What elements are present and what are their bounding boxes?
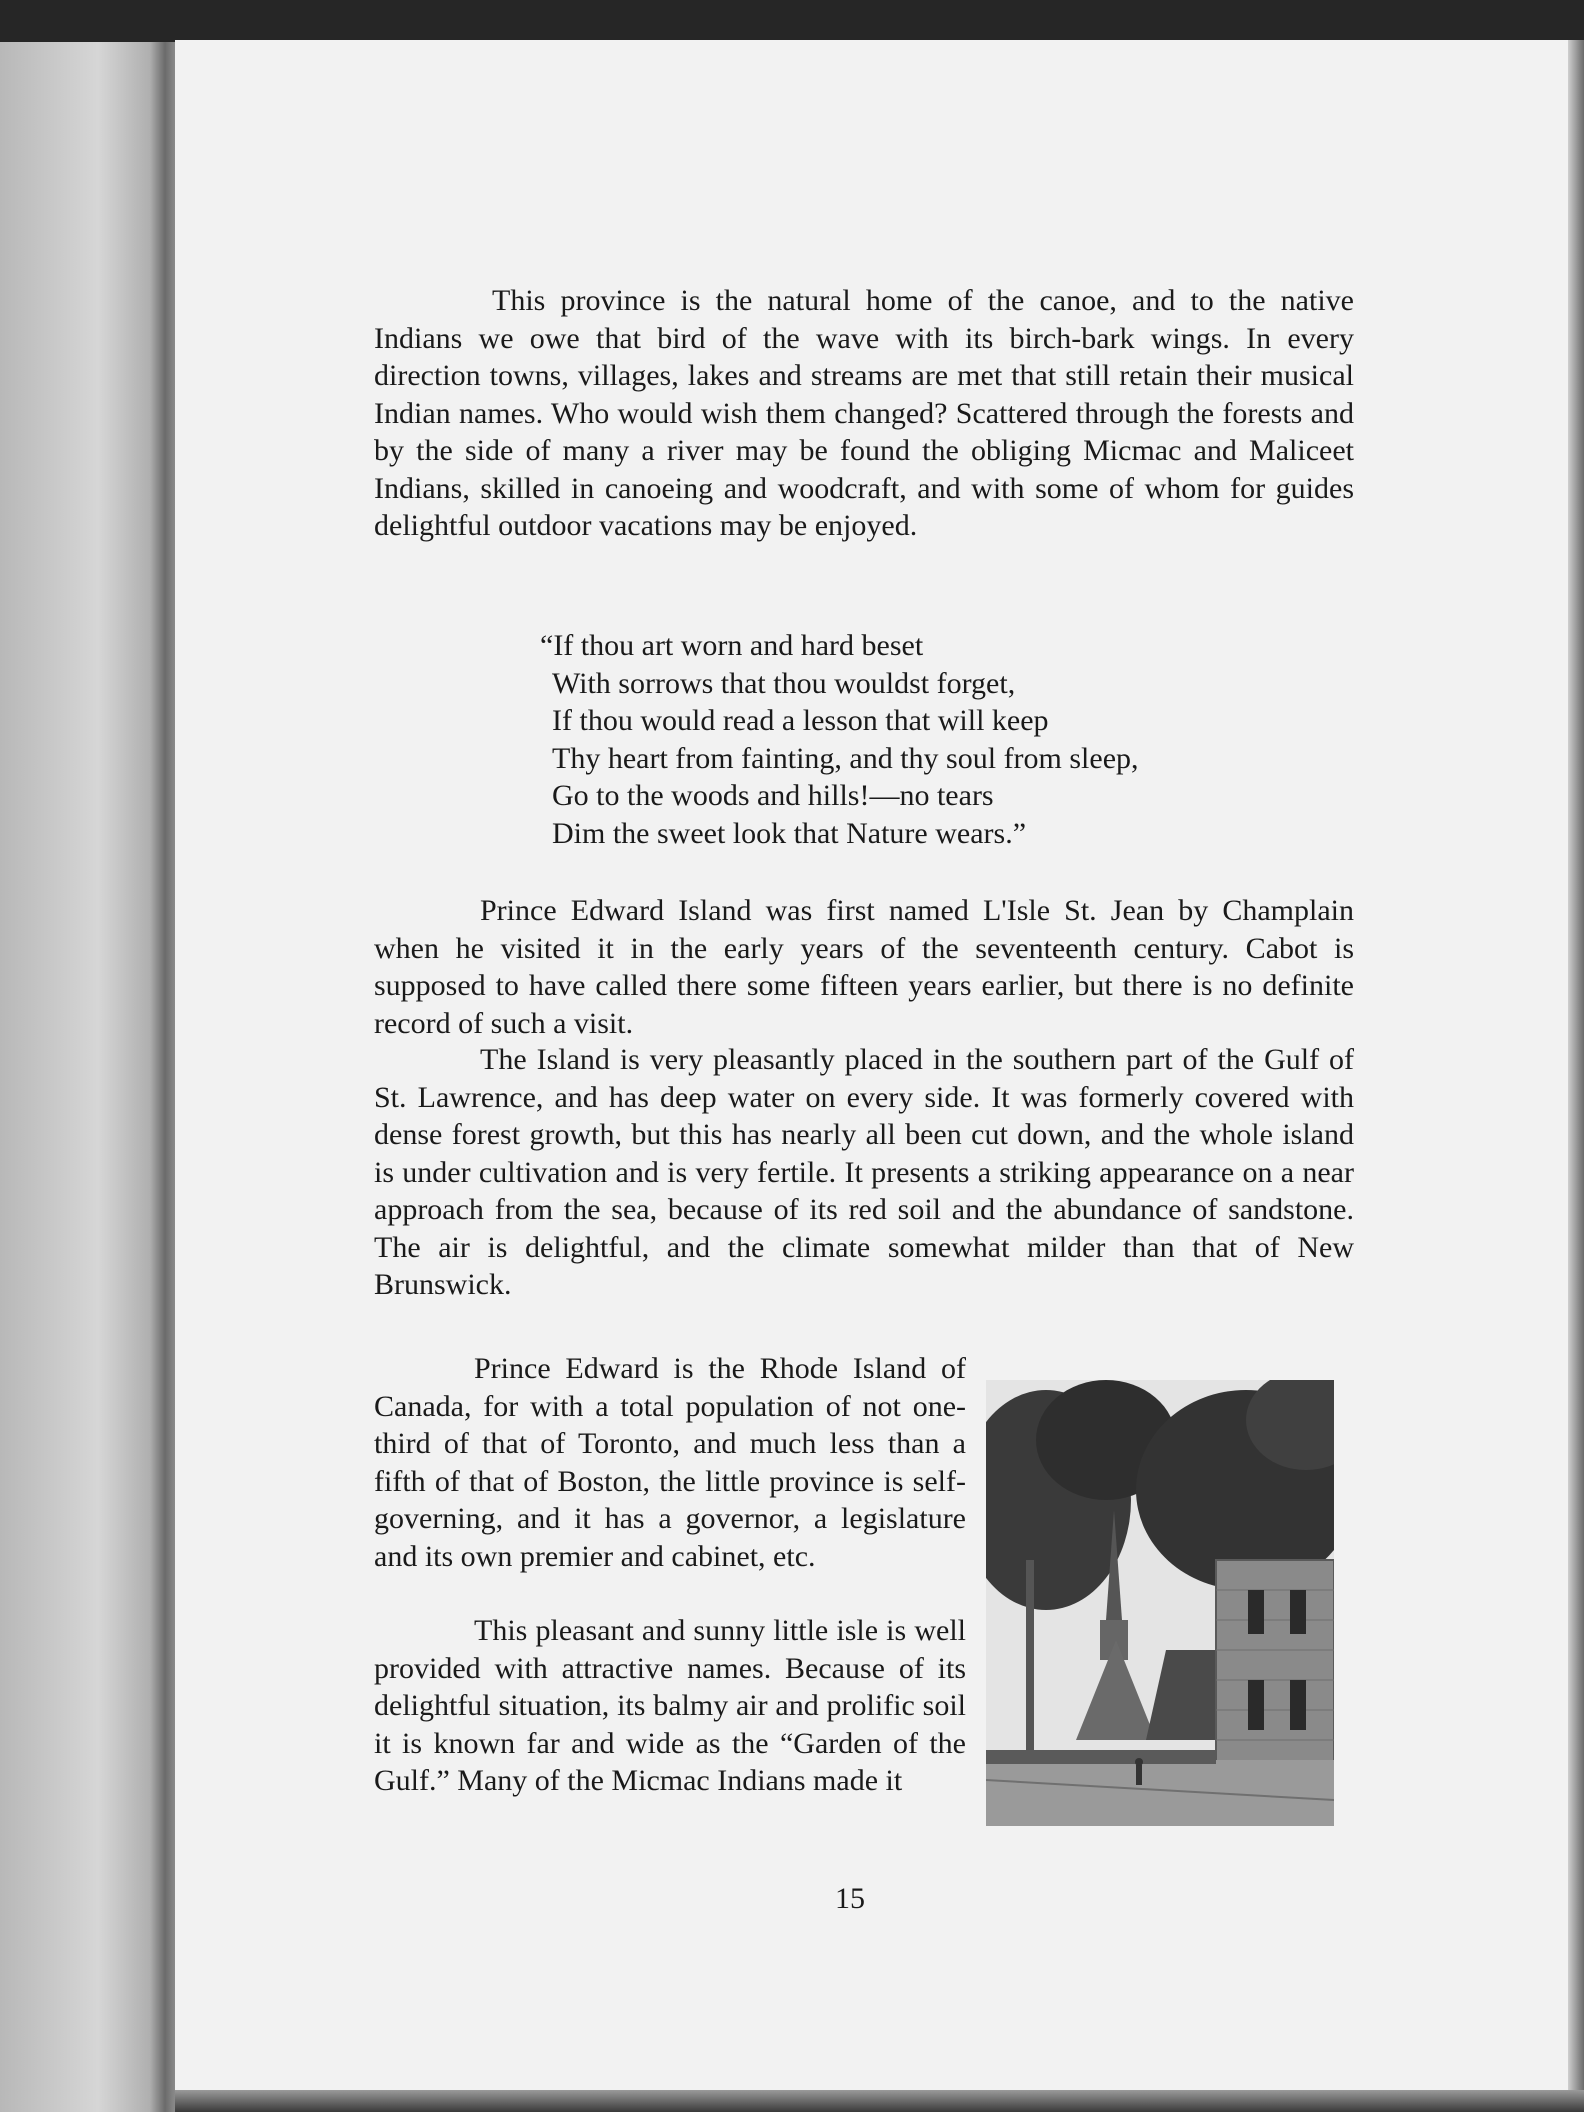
page-bottom-edge bbox=[175, 2090, 1584, 2112]
paragraph-garden: This pleasant and sunny little isle is well provided with attractive names. Because of its delightful situation, its balmy air and prolific soil it is known far and wide as the “Garden of the Gulf.” Many of the Micmac Indians made it bbox=[374, 1614, 966, 1797]
paragraph-rhode-island: Prince Edward is the Rhode Island of Canada, for with a total population of not one-third of that of Toronto, and much less than a fifth of that of Boston, the little province is self-governing, and it has a governor, a legislature and its own premier and cabinet, etc. bbox=[374, 1352, 966, 1573]
verse-line: Dim the sweet look that Nature wears.” bbox=[552, 816, 1027, 850]
church-photograph bbox=[986, 1380, 1334, 1826]
page-number: 15 bbox=[835, 1882, 865, 1915]
verse-line: “If thou art worn and hard beset bbox=[540, 629, 924, 662]
verse-line: Thy heart from fainting, and thy soul from sleep, bbox=[552, 741, 1139, 775]
paragraph-island: The Island is very pleasantly placed in the southern part of the Gulf of St. Lawrence, and has deep water on every side. It was formerly covered with dense forest growth, but this has nearly all been cut down, and the whole island is under cultivation and is very fertile. It presents a striking appearance on a near approach from the sea, because of its red soil and the abundance of sandstone. The air is delightful, and the climate somewhat milder than that of New Brunswick. bbox=[374, 1043, 1354, 1301]
verse-line: With sorrows that thou wouldst forget, bbox=[552, 666, 1016, 700]
verse-line: Go to the woods and hills!—no tears bbox=[552, 779, 994, 812]
paragraph-naming: Prince Edward Island was first named L'Isle St. Jean by Champlain when he visited it in the early years of the seventeenth century. Cabot is supposed to have called there some fifteen years earlier, but there is no definite record of such a visit. bbox=[374, 894, 1354, 1040]
church-photo-drawing bbox=[986, 1380, 1334, 1826]
page-right-edge bbox=[1568, 40, 1584, 2112]
verse-quote bbox=[540, 627, 1312, 852]
verse-line: If thou would read a lesson that will keep bbox=[552, 704, 1049, 737]
paragraph-canoe: This province is the natural home of the canoe, and to the native Indians we owe that bird of the wave with its birch-bark wings. In every direction towns, villages, lakes and streams are met that still retain their musical Indian names. Who would wish them changed? Scattered through the forests and by the side of many a river may be found the obliging Micmac and Maliceet Indians, skilled in canoeing and woodcraft, and with some of whom for guides delightful outdoor vacations may be enjoyed. bbox=[374, 284, 1354, 542]
